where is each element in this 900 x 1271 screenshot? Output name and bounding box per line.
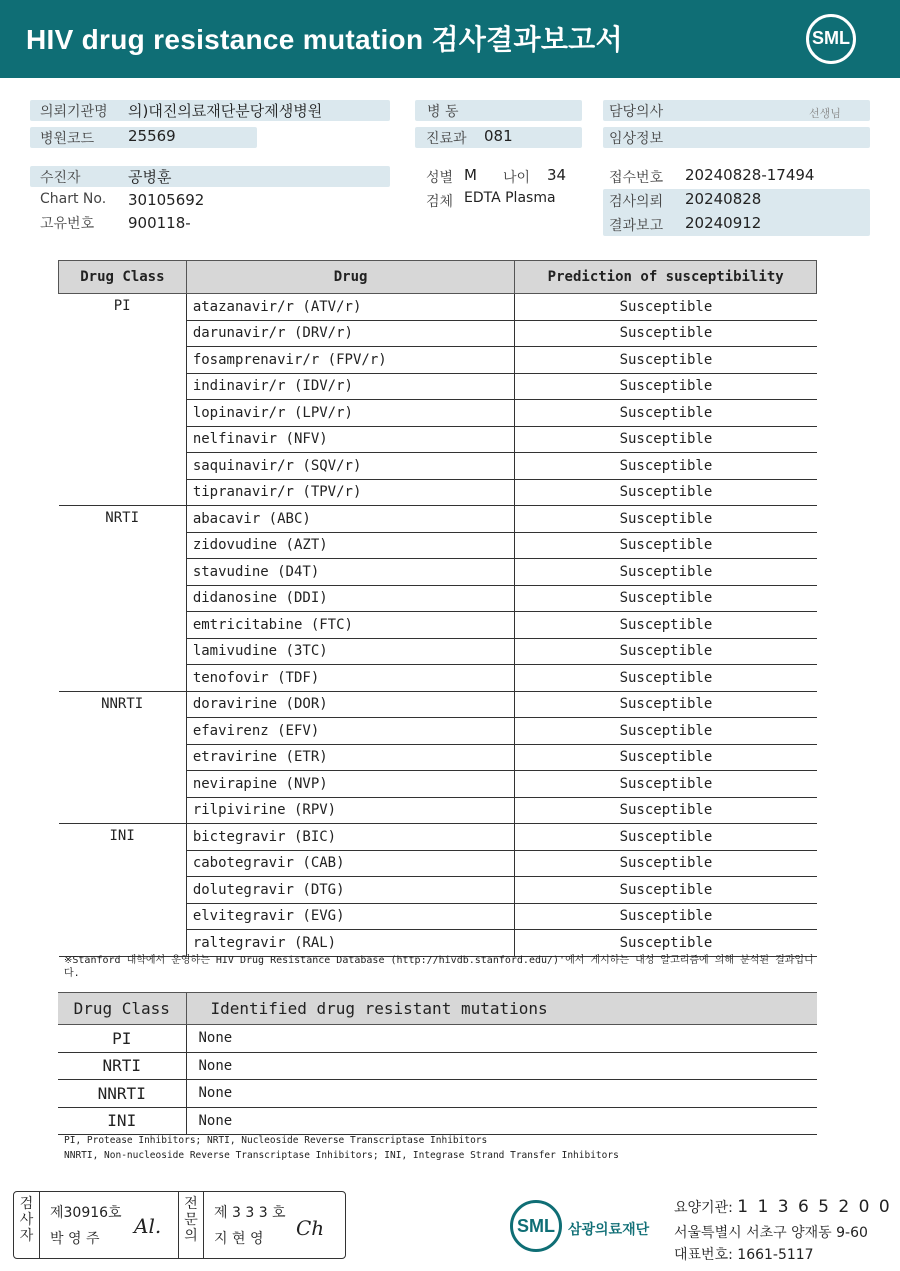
mut-header-class: Drug Class: [58, 993, 186, 1025]
prediction-cell: Susceptible: [515, 691, 817, 718]
prediction-cell: Susceptible: [515, 294, 817, 321]
drug-cell: bictegravir (BIC): [186, 824, 515, 851]
report-title: HIV drug resistance mutation 검사결과보고서: [26, 24, 623, 55]
org-block: [510, 1200, 670, 1256]
prediction-cell: Susceptible: [515, 479, 817, 506]
prediction-cell: Susceptible: [515, 665, 817, 692]
age-label: 나이: [503, 170, 531, 186]
drug-cell: abacavir (ABC): [186, 506, 515, 533]
mut-value-cell: None: [186, 1052, 817, 1080]
drug-cell: saquinavir/r (SQV/r): [186, 453, 515, 480]
request-label: 검사의뢰: [609, 194, 664, 210]
mut-class-cell: INI: [58, 1107, 186, 1135]
doctor-label: 담당의사: [609, 104, 664, 120]
drug-cell: darunavir/r (DRV/r): [186, 320, 515, 347]
prediction-cell: Susceptible: [515, 930, 817, 957]
drug-cell: tenofovir (TDF): [186, 665, 515, 692]
chart-value: 30105692: [128, 191, 205, 209]
prediction-cell: Susceptible: [515, 506, 817, 533]
dept-label: 진료과: [426, 131, 467, 147]
mutations-header-row: [58, 993, 817, 1025]
hospital-value: 의)대진의료재단분당제생병원: [128, 102, 323, 120]
table-row: [58, 1052, 817, 1080]
table-row: [59, 294, 817, 321]
specimen-value: EDTA Plasma: [464, 190, 556, 206]
chart-label: Chart No.: [40, 191, 107, 207]
drug-cell: elvitegravir (EVG): [186, 903, 515, 930]
examiner-vertical-label: [14, 1192, 40, 1258]
org-logo: [510, 1200, 562, 1252]
org-code: 1 1 3 6 5 2 0 0: [737, 1197, 892, 1217]
abbr-line-1: PI, Protease Inhibitors; NRTI, Nucleoside Reverse Transcriptase Inhibitors: [64, 1135, 488, 1146]
drug-cell: efavirenz (EFV): [186, 718, 515, 745]
mut-class-cell: NRTI: [58, 1052, 186, 1080]
sml-logo-text: SML: [812, 28, 850, 48]
prediction-cell: Susceptible: [515, 718, 817, 745]
header-drug-class: Drug Class: [59, 261, 187, 294]
examiner-name: 박 영 주: [50, 1231, 100, 1247]
prediction-cell: Susceptible: [515, 744, 817, 771]
drug-cell: atazanavir/r (ATV/r): [186, 294, 515, 321]
drug-cell: nevirapine (NVP): [186, 771, 515, 798]
drug-class-cell: NNRTI: [59, 691, 187, 824]
dept-value: 081: [484, 127, 513, 145]
prediction-cell: Susceptible: [515, 320, 817, 347]
drug-cell: tipranavir/r (TPV/r): [186, 479, 515, 506]
prediction-cell: Susceptible: [515, 426, 817, 453]
mut-value-cell: None: [186, 1025, 817, 1053]
uid-value: 900118-: [128, 214, 191, 232]
org-address: 서울특별시 서초구 양재동 9-60: [674, 1225, 868, 1241]
signature-box: [13, 1191, 346, 1259]
susceptibility-header-row: [59, 261, 817, 294]
org-phone-line: [674, 1244, 814, 1264]
drug-class-cell: PI: [59, 294, 187, 506]
sex-value: M: [464, 166, 477, 184]
org-name: 삼광의료재단: [568, 1222, 650, 1238]
prediction-cell: Susceptible: [515, 373, 817, 400]
mut-class-cell: PI: [58, 1025, 186, 1053]
prediction-cell: Susceptible: [515, 824, 817, 851]
abbreviations: [64, 1133, 619, 1163]
drug-cell: etravirine (ETR): [186, 744, 515, 771]
susceptibility-body: [59, 294, 817, 957]
receipt-label: 접수번호: [609, 170, 664, 186]
examiner-signature: Al.: [134, 1214, 162, 1238]
drug-cell: fosamprenavir/r (FPV/r): [186, 347, 515, 374]
sml-logo: [806, 14, 856, 64]
patient-label: 수진자: [40, 170, 81, 186]
prediction-cell: Susceptible: [515, 850, 817, 877]
report-label: 결과보고: [609, 218, 664, 234]
mut-value-cell: None: [186, 1107, 817, 1135]
drug-cell: stavudine (D4T): [186, 559, 515, 586]
sex-label: 성별: [426, 170, 454, 186]
abbr-line-2: NNRTI, Non-nucleoside Reverse Transcriptase Inhibitors; INI, Integrase Strand Transfer Inhibitors: [64, 1150, 619, 1161]
susceptibility-table: [58, 260, 817, 957]
specialist-vertical-label: [178, 1192, 204, 1258]
table-row: [59, 506, 817, 533]
drug-cell: cabotegravir (CAB): [186, 850, 515, 877]
table-row: [59, 691, 817, 718]
header-drug: Drug: [186, 261, 515, 294]
prediction-cell: Susceptible: [515, 797, 817, 824]
org-code-line: [674, 1197, 892, 1217]
prediction-cell: Susceptible: [515, 612, 817, 639]
uid-label: 고유번호: [40, 216, 95, 232]
mut-value-cell: None: [186, 1080, 817, 1108]
code-label: 병원코드: [40, 131, 95, 147]
drug-cell: nelfinavir (NFV): [186, 426, 515, 453]
table-row: [59, 824, 817, 851]
report-value: 20240912: [685, 214, 762, 232]
patient-field: [30, 166, 390, 187]
footnote: ※Stanford 대학에서 운영하는 HIV Drug Resistance Database (http://hivdb.stanford.edu/)'에서 게시하는 내성 알고리즘에 의해 분석된 결과입니다.: [64, 955, 814, 979]
drug-cell: doravirine (DOR): [186, 691, 515, 718]
org-phone-label: 대표번호:: [674, 1247, 733, 1263]
prediction-cell: Susceptible: [515, 638, 817, 665]
drug-cell: rilpivirine (RPV): [186, 797, 515, 824]
receipt-value: 20240828-17494: [685, 166, 815, 184]
header-prediction: Prediction of susceptibility: [515, 261, 817, 294]
mut-class-cell: NNRTI: [58, 1080, 186, 1108]
doctor-suffix: 선생님: [809, 107, 841, 120]
drug-cell: dolutegravir (DTG): [186, 877, 515, 904]
clinical-label: 임상정보: [609, 131, 664, 147]
prediction-cell: Susceptible: [515, 903, 817, 930]
org-logo-text: SML: [517, 1216, 555, 1236]
mut-header-mutations: Identified drug resistant mutations: [186, 993, 817, 1025]
org-phone: 1661-5117: [737, 1247, 814, 1263]
hospital-label: 의뢰기관명: [40, 104, 108, 120]
specialist-number: 제 3 3 3 호: [214, 1205, 286, 1221]
drug-cell: lopinavir/r (LPV/r): [186, 400, 515, 427]
mutations-body: [58, 1025, 817, 1135]
specialist-name: 지 현 영: [214, 1231, 264, 1247]
patient-value: 공병훈: [128, 168, 172, 186]
drug-cell: lamivudine (3TC): [186, 638, 515, 665]
prediction-cell: Susceptible: [515, 771, 817, 798]
specialist-signature: Ch: [296, 1216, 325, 1240]
prediction-cell: Susceptible: [515, 532, 817, 559]
examiner-number: 제30916호: [50, 1205, 122, 1221]
drug-cell: emtricitabine (FTC): [186, 612, 515, 639]
examiner-vert-text: 검사자: [19, 1196, 34, 1244]
ward-label: 병 동: [427, 104, 459, 120]
request-value: 20240828: [685, 190, 762, 208]
prediction-cell: Susceptible: [515, 347, 817, 374]
prediction-cell: Susceptible: [515, 877, 817, 904]
prediction-cell: Susceptible: [515, 585, 817, 612]
prediction-cell: Susceptible: [515, 453, 817, 480]
table-row: [58, 1025, 817, 1053]
specimen-label: 검체: [426, 194, 454, 210]
specialist-vert-text: 전문의: [184, 1196, 198, 1244]
drug-class-cell: NRTI: [59, 506, 187, 692]
drug-class-cell: INI: [59, 824, 187, 957]
prediction-cell: Susceptible: [515, 400, 817, 427]
drug-cell: raltegravir (RAL): [186, 930, 515, 957]
prediction-cell: Susceptible: [515, 559, 817, 586]
header-banner: [0, 0, 900, 78]
drug-cell: indinavir/r (IDV/r): [186, 373, 515, 400]
drug-cell: zidovudine (AZT): [186, 532, 515, 559]
table-row: [58, 1107, 817, 1135]
age-value: 34: [547, 166, 567, 184]
org-code-label: 요양기관:: [674, 1200, 733, 1216]
mutations-table: [58, 992, 817, 1135]
drug-cell: didanosine (DDI): [186, 585, 515, 612]
table-row: [58, 1080, 817, 1108]
code-value: 25569: [128, 127, 176, 145]
